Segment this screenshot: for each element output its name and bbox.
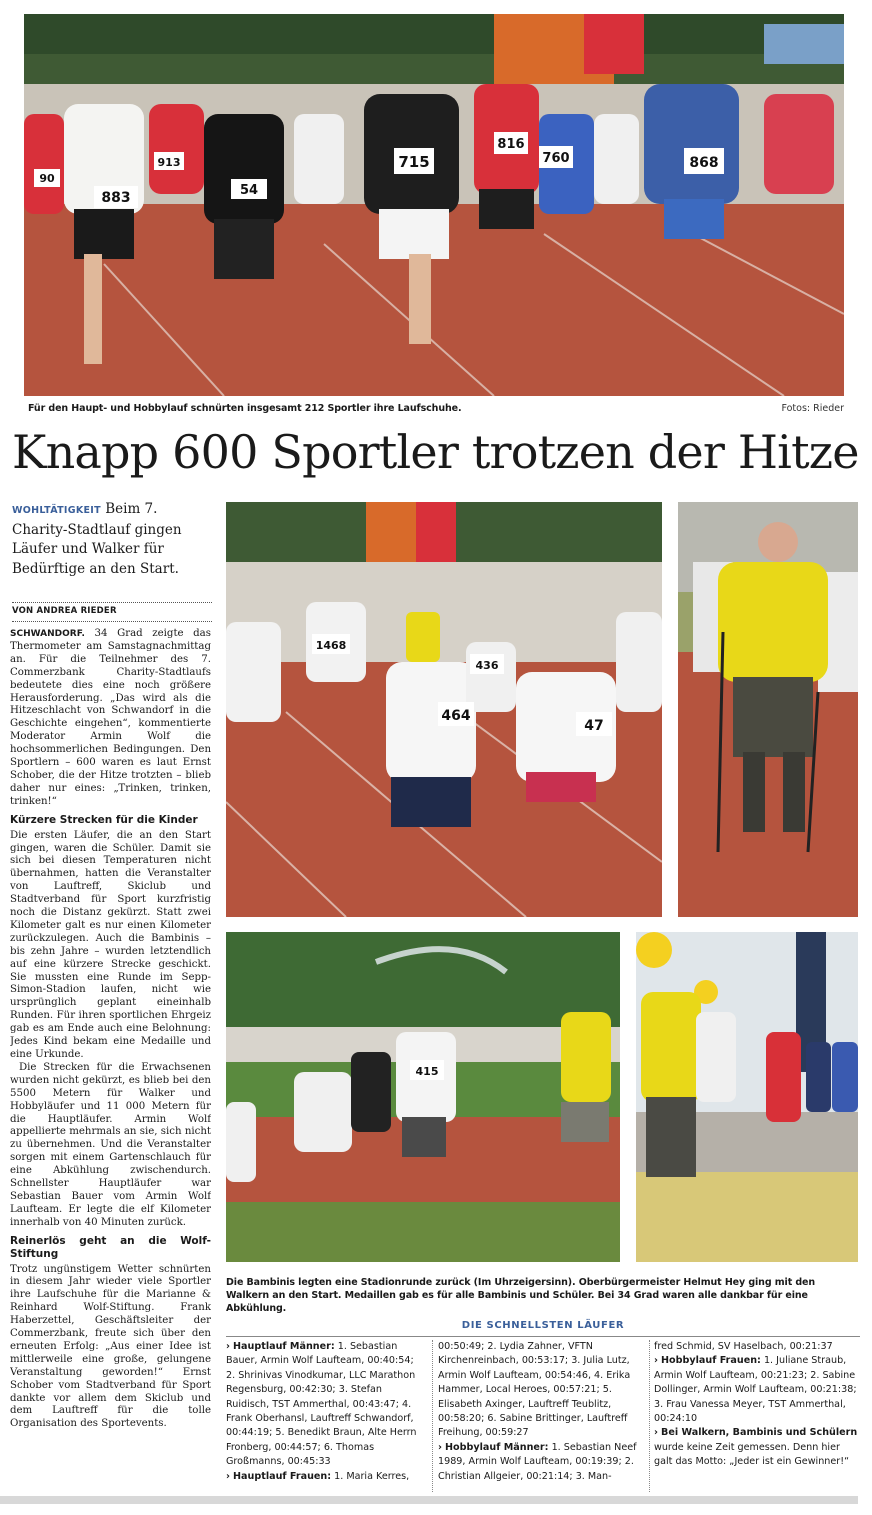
divider-top [12, 602, 212, 603]
bottom-photo-caption: Die Bambinis legten eine Stadionrunde zurück (Im Uhrzeigersinn). Oberbürgermeister Helmut Hey ging mit den Walkern an den Start. Medaillen gab es für alle Bambinis und Schüler. Bei 34 Grad waren alle dankbar für eine Abkühlung. [226, 1277, 816, 1314]
results-col-1: › Hauptlauf Männer: 1. Sebastian Bauer, Armin Wolf Laufteam, 00:40:54; 2. Shrinivas Vinodkumar, LLC Marathon Regensburg, 00:42:30; 3. Stefan Ruidisch, TST Ammerthal, 00:43:47; 4. Frank Oberhansl, Lauftreff Schwandorf, 00:44:19; 5. Benedikt Braun, Alte Herrn Fronberg, 00:44:57; 6. Thomas Großmanns, 00:45:33 › Hauptlauf Frauen: 1. Maria Kerres, [226, 1341, 417, 1482]
bib-715: 715 [398, 153, 430, 171]
bib-54: 54 [239, 183, 259, 198]
photo-medals [636, 932, 858, 1262]
arrow-icon: › [226, 1341, 230, 1352]
bib-415: 415 [415, 1065, 439, 1078]
bib-436: 436 [475, 659, 499, 672]
photo-mayor-walking [678, 502, 858, 917]
byline: VON ANDREA RIEDER [12, 606, 117, 616]
bib-1468: 1468 [315, 639, 347, 652]
subhead-kids: Kürzere Strecken für die Kinder [10, 813, 198, 826]
results-top-rule [226, 1336, 860, 1337]
results-head-walkers: Bei Walkern, Bambinis und Schülern [661, 1427, 858, 1439]
subhead-foundation: Reinerlös geht an die Wolf-Stiftung [10, 1234, 211, 1260]
photo-credit: Fotos: Rieder [781, 403, 844, 414]
bib-90: 90 [39, 172, 55, 185]
paragraph-1: SCHWANDORF. 34 Grad zeigte das Thermometer am Samstagnachmittag an. Für die Teilnehmer des 7. Commerzbank Charity-Stadtlaufs bedeutete dies eine noch größere Herausforderung. „Das wird als die Hitzeschlacht von Schwandorf in die Geschichte eingehen“, kommentierte Moderator Armin Wolf die hochsommerlichen Bedingungen. Den Sportlern – 600 waren es laut Ernst Schober, die der Hitze trotzten – blieb daher nur eines: „Trinken, trinken, trinken!“ [10, 628, 211, 807]
arrow-icon: › [654, 1355, 658, 1367]
results-title: DIE SCHNELLSTEN LÄUFER [461, 1320, 625, 1331]
arrow-icon: › [654, 1427, 658, 1439]
paragraph-3: Die Strecken für die Erwachsenen wurden nicht gekürzt, es blieb bei den 5500 Metern für Walker und Hobbyläufer und 11 000 Metern für die Hauptläufer. Armin Wolf appellierte mehrmals an sie, sich nicht zu übernehmen. Und die Veranstalter sorgen mit einem Gartenschlauch für eine Abkühlung zwischendurch. Schnellster Hauptläufer war Sebastian Bauer vom Armin Wolf Laufteam. Er legte die elf Kilometer innerhalb von 40 Minuten zurück. [10, 1061, 211, 1228]
arrow-icon: › [226, 1470, 230, 1482]
photo-main-runners [24, 14, 844, 396]
top-photo-caption: Für den Haupt- und Hobbylauf schnürten insgesamt 212 Sportler ihre Laufschuhe. [28, 403, 462, 414]
page-bottom-bar [0, 1496, 858, 1504]
dateline: SCHWANDORF. [10, 629, 85, 639]
bib-913: 913 [157, 156, 181, 169]
bib-464: 464 [441, 708, 471, 724]
article-body [10, 628, 211, 1488]
photo-schoolkids-running [226, 502, 662, 917]
bib-883: 883 [101, 190, 131, 206]
headline: Knapp 600 Sportler trotzen der Hitze [12, 425, 859, 479]
teaser-text: Beim 7. Charity-Stadtlauf gingen Läufer und Walker für Bedürftige an den Start. [12, 501, 182, 577]
results-head-hobby-men: Hobbylauf Männer: [445, 1441, 549, 1453]
results-col-divider-2 [649, 1340, 650, 1492]
kicker: WOHLTÄTIGKEIT [12, 505, 101, 516]
bib-816: 816 [497, 137, 525, 152]
teaser [12, 500, 212, 579]
results-head-main-men: Hauptlauf Männer: [233, 1341, 335, 1352]
results-col-divider-1 [432, 1340, 433, 1492]
results-head-hobby-women: Hobbylauf Frauen: [661, 1355, 761, 1367]
bib-47: 47 [584, 718, 604, 734]
bib-868: 868 [689, 155, 719, 171]
results-col-2: 00:50:49; 2. Lydia Zahner, VFTN Kirchenreinbach, 00:53:17; 3. Julia Lutz, Armin Wolf Laufteam, 00:54:46, 4. Erika Hammer, Local Heroes, 00:57:21; 5. Elisabeth Axinger, Lauftreff Teublitz, 00:58:20; 6. Sabine Brittinger, Lauftreff Freihung, 00:59:27 › Hobbylauf Männer: 1. Sebastian Neef 1989, Armin Wolf Laufteam, 00:19:39; 2. Christian Allgeier, 00:21:14; 3. Man- [438, 1341, 637, 1482]
paragraph-2: Die ersten Läufer, die an den Start gingen, waren die Schüler. Damit sie sich bei diesen Temperaturen nicht übernahmen, hatten die Veranstalter von Lauftreff, Skiclub und Stadtverband für Sport kurzfristig noch die Distanz gekürzt. Statt zwei Kilometer galt es nur einen Kilometer zurückzulegen. Auch die Bambinis – bis zehn Jahre – wurden letztendlich auf eine kürzere Strecke geschickt. Sie mussten eine Runde im Sepp-Simon-Stadion laufen, nicht wie ursprünglich geplant eineinhalb Runden. Für ihren sportlichen Ehrgeiz gab es am Ende auch eine Belohnung: Jedes Kind bekam eine Medaille und eine Urkunde. [10, 829, 211, 1060]
divider-bottom [12, 621, 212, 622]
arrow-icon: › [438, 1441, 442, 1453]
results-head-main-women: Hauptlauf Frauen: [233, 1470, 332, 1482]
photo-garden-hose [226, 932, 620, 1262]
results-col-3: fred Schmid, SV Haselbach, 00:21:37 › Hobbylauf Frauen: 1. Juliane Straub, Armin Wolf Laufteam, 00:21:23; 2. Sabine Dollinger, Armin Wolf Laufteam, 00:21:38; 3. Frau Vanessa Meyer, TST Ammerthal, 00:24:10 › Bei Walkern, Bambinis und Schülern wurde keine Zeit gemessen. Denn hier galt das Motto: „Jeder ist ein Gewinner!“ [654, 1341, 858, 1468]
bib-760: 760 [542, 151, 570, 166]
paragraph-4: Trotz ungünstigem Wetter schnürten in diesem Jahr wieder viele Sportler ihre Laufschuhe für die Marianne & Reinhard Wolf-Stiftung. Frank Haberzettel, Geschäftsleiter der Commerzbank, freute sich über den erneuten Erfolg: „Aus einer Idee ist mittlerweile eine große, gelungene Veranstaltung geworden!“ Ernst Schober vom Stadtverband für Sport dankte vor allem dem Skiclub und dem Lauftreff für die tolle Organisation des Sportevents. [10, 1263, 211, 1430]
